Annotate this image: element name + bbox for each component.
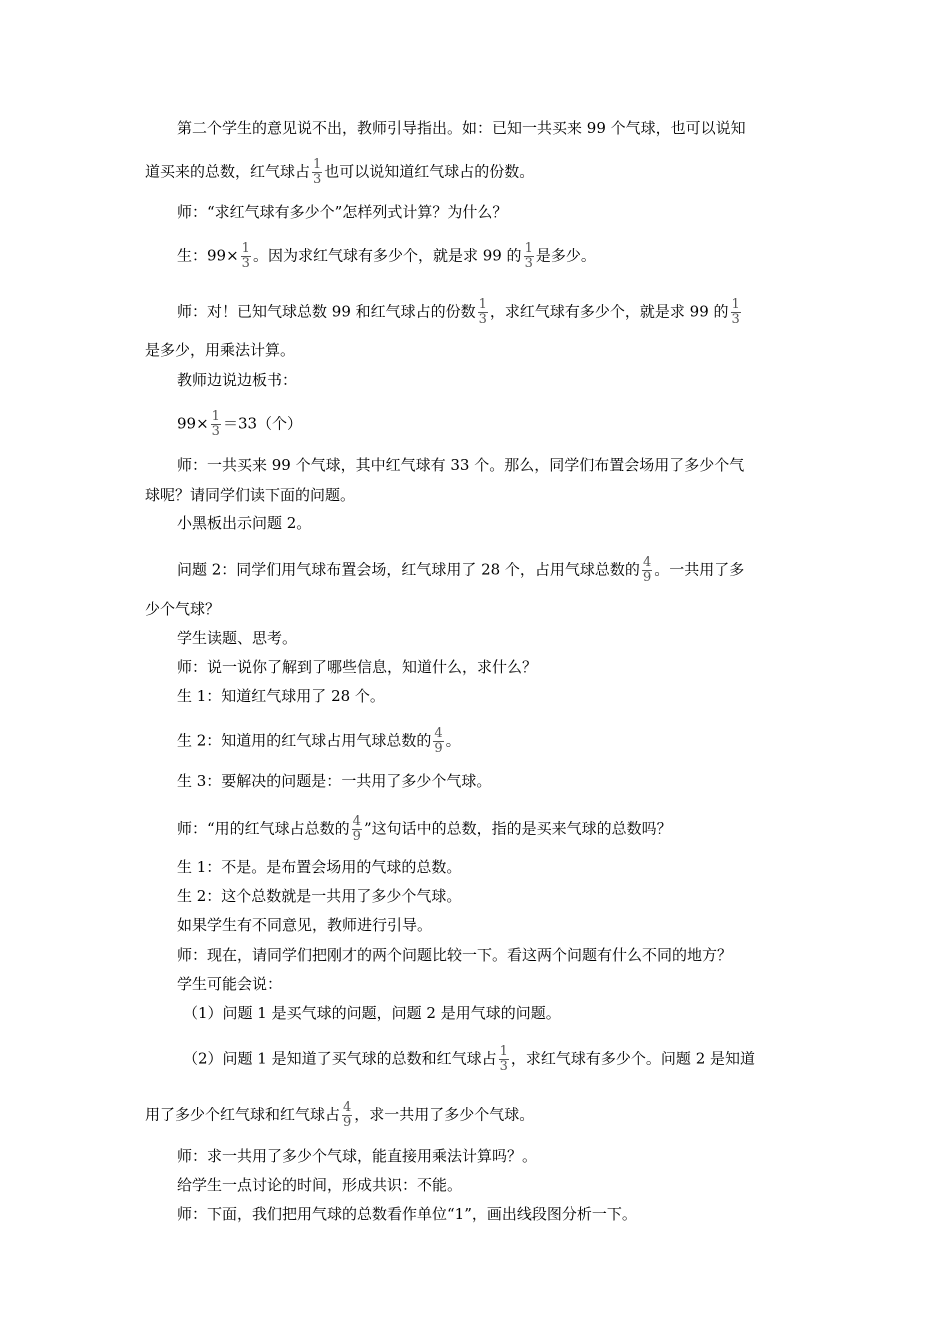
paragraph-line: 问题 2：同学们用气球布置会场，红气球用了 28 个，占用气球总数的 $\frac{4}{9}$ 。一共用了多 xyxy=(177,555,745,585)
paragraph-line: 给学生一点讨论的时间，形成共识：不能。 xyxy=(177,1176,463,1194)
paragraph-line: 球呢？请同学们读下面的问题。 xyxy=(145,486,356,504)
fraction-one-third: $\frac{1}{3}$ xyxy=(731,297,740,327)
paragraph-line: 少个气球？ xyxy=(145,600,221,618)
paragraph-line: 师：一共买来 99 个气球，其中红气球有 33 个。那么，同学们布置会场用了多少个气 xyxy=(177,456,745,474)
paragraph-line: 师：说一说你了解到了哪些信息，知道什么，求什么？ xyxy=(177,658,538,676)
fraction-one-third: $\frac{1}{3}$ xyxy=(499,1044,508,1074)
paragraph-line: 师：现在，请同学们把刚才的两个问题比较一下。看这两个问题有什么不同的地方？ xyxy=(177,946,733,964)
fraction-one-third: $\frac{1}{3}$ xyxy=(313,157,322,187)
fraction-four-ninths: $\frac{4}{9}$ xyxy=(343,1100,352,1130)
paragraph-line: 生 2：这个总数就是一共用了多少个气球。 xyxy=(177,887,462,905)
paragraph-line: 生 2：知道用的红气球占用气球总数的 $\frac{4}{9}$ 。 xyxy=(177,726,461,756)
paragraph-line: 生 3：要解决的问题是：一共用了多少个气球。 xyxy=(177,772,492,790)
paragraph-line: （2）问题 1 是知道了买气球的总数和红气球占 $\frac{1}{3}$ ，求红气球有多少个。问题 2 是知道 xyxy=(183,1044,756,1074)
paragraph-line: 第二个学生的意见说不出，教师引导指出。如：已知一共买来 99 个气球，也可以说知 xyxy=(177,119,746,137)
paragraph-line: 学生可能会说： xyxy=(177,975,283,993)
paragraph-line: 师：下面，我们把用气球的总数看作单位“1”，画出线段图分析一下。 xyxy=(177,1205,637,1223)
paragraph-line: 师：“求红气球有多少个”怎样列式计算？为什么？ xyxy=(177,203,508,221)
fraction-four-ninths: $\frac{4}{9}$ xyxy=(434,726,443,756)
paragraph-line: 99× $\frac{1}{3}$ ＝33（个） xyxy=(177,409,303,439)
paragraph-line: 小黑板出示问题 2。 xyxy=(177,514,312,532)
fraction-one-third: $\frac{1}{3}$ xyxy=(524,241,533,271)
paragraph-line: 教师边说边板书： xyxy=(177,371,298,389)
paragraph-line: 如果学生有不同意见，教师进行引导。 xyxy=(177,916,433,934)
paragraph-line: 用了多少个红气球和红气球占 $\frac{4}{9}$ ，求一共用了多少个气球。 xyxy=(145,1100,535,1130)
paragraph-line: （1）问题 1 是买气球的问题，问题 2 是用气球的问题。 xyxy=(183,1004,561,1022)
paragraph-line: 学生读题、思考。 xyxy=(177,629,298,647)
paragraph-line: 师：对！已知气球总数 99 和红气球占的份数 $\frac{1}{3}$ ，求红气球有多少个，就是求 99 的 $\frac{1}{3}$ xyxy=(177,297,740,327)
paragraph-line: 生 1：不是。是布置会场用的气球的总数。 xyxy=(177,858,462,876)
paragraph-line: 师：“用的红气球占总数的 $\frac{4}{9}$ ”这句话中的总数，指的是买来气球的总数吗？ xyxy=(177,814,672,844)
fraction-four-ninths: $\frac{4}{9}$ xyxy=(642,555,652,585)
paragraph-line: 师：求一共用了多少个气球，能直接用乘法计算吗？。 xyxy=(177,1147,538,1165)
paragraph-line: 生：99× $\frac{1}{3}$ 。因为求红气球有多少个，就是求 99 的 $\frac{1}{3}$ 是多少。 xyxy=(177,241,596,271)
paragraph-line: 生 1：知道红气球用了 28 个。 xyxy=(177,687,385,705)
fraction-one-third: $\frac{1}{3}$ xyxy=(211,409,220,439)
paragraph-line: 道买来的总数，红气球占 $\frac{1}{3}$ 也可以说知道红气球占的份数。 xyxy=(145,157,535,187)
fraction-one-third: $\frac{1}{3}$ xyxy=(241,241,250,271)
fraction-one-third: $\frac{1}{3}$ xyxy=(478,297,487,327)
paragraph-line: 是多少，用乘法计算。 xyxy=(145,341,296,359)
fraction-four-ninths: $\frac{4}{9}$ xyxy=(352,814,361,844)
